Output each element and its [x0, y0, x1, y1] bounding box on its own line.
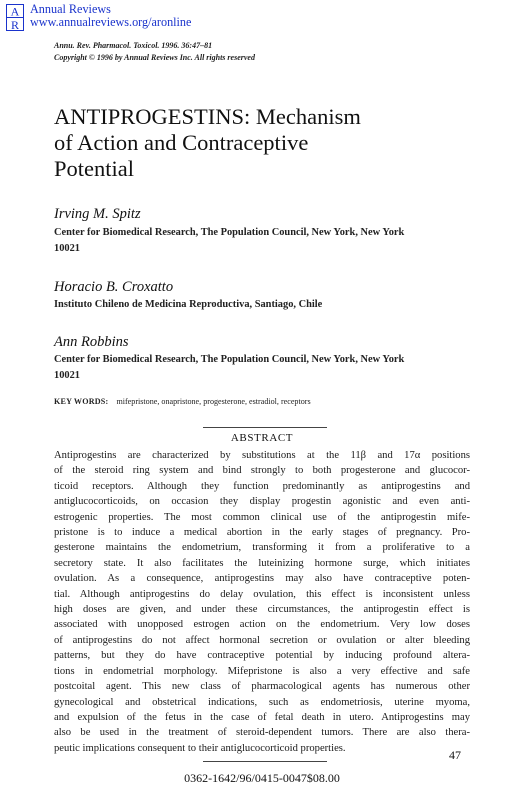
abstract-line: tions in endometrial morphology. Mifepristone is also a very effective and safe	[54, 665, 470, 677]
annual-reviews-logo-icon	[6, 4, 24, 31]
abstract-line: ticoid receptors. Although they function predominantly as antiprogestins and	[54, 480, 470, 492]
abstract-line: peutic implications consequent to their antiglucocorticoid properties.	[54, 742, 346, 754]
abstract-line: also be used in the treatment of steroid-dependent tumors. There are also thera-	[54, 727, 470, 739]
author-name: Horacio B. Croxatto	[54, 279, 174, 295]
publisher-name-link[interactable]: Annual Reviews	[30, 2, 111, 16]
abstract-line: and expulsion of the fetus in the case of fetal death in utero. Antiprogestins may	[54, 711, 470, 723]
article-title	[54, 104, 474, 182]
keywords-line	[54, 397, 311, 406]
title-line-3: Potential	[54, 156, 134, 181]
abstract-line: Antiprogestins are characterized by substitutions at the 11β and 17α positions	[54, 450, 470, 461]
affiliation-line: Instituto Chileno de Medicina Reproductiva, Santiago, Chile	[54, 299, 323, 310]
abstract-body	[54, 448, 470, 756]
author-affiliation	[54, 352, 494, 384]
affiliation-line: Center for Biomedical Research, The Population Council, New York, New York	[54, 227, 405, 238]
keywords-text: mifepristone, onapristone, progesterone, estradiol, receptors	[116, 397, 311, 406]
author-name: Irving M. Spitz	[54, 206, 141, 222]
publisher-url-link[interactable]: www.annualreviews.org/aronline	[30, 15, 192, 29]
page-number: 47	[449, 748, 461, 762]
abstract-bottom-rule	[203, 761, 327, 762]
affiliation-line: 10021	[54, 243, 80, 254]
copyright-notice: Copyright © 1996 by Annual Reviews Inc. All rights reserved	[54, 53, 255, 62]
abstract-line: gesterone maintains the endometrium, transforming it from a proliferative to a	[54, 542, 470, 554]
footer-code: 0362-1642/96/0415-0047$08.00	[184, 771, 340, 785]
abstract-line: patterns, but they do have contraceptive potential by inducing profound altera-	[54, 650, 470, 662]
abstract-line: ovulation. As a consequence, antiprogestins may also have contraceptive poten-	[54, 573, 470, 585]
abstract-line: of antiprogestins do not affect hormonal secretion or ovulation or alter bleeding	[54, 634, 470, 646]
abstract-line: secretory state. It also facilitates the luteinizing hormone surge, which initiates	[54, 557, 470, 569]
affiliation-line: Center for Biomedical Research, The Population Council, New York, New York	[54, 354, 405, 365]
abstract-line: gynecological and obstetrical indications, such as endometriosis, uterine myoma,	[54, 696, 470, 708]
affiliation-line: 10021	[54, 370, 80, 381]
author-affiliation	[54, 297, 494, 313]
author-affiliation	[54, 225, 494, 257]
abstract-line: pristone is to induce a medical abortion in the early stages of pregnancy. Pro-	[54, 527, 470, 539]
abstract-top-rule	[203, 427, 327, 428]
journal-citation: Annu. Rev. Pharmacol. Toxicol. 1996. 36:47–81	[54, 41, 213, 50]
svg-text:R: R	[10, 18, 20, 31]
title-line-2: of Action and Contraceptive	[54, 130, 309, 155]
abstract-line: associated with unopposed estrogen action on the endometrium. Very low doses	[54, 619, 470, 631]
svg-text:A: A	[10, 4, 20, 19]
abstract-line: estrogenic properties. The most common clinical use of the antiprogestin mife-	[54, 511, 470, 523]
abstract-line: postcoital agent. This new class of pharmacological agents has numerous other	[54, 681, 470, 693]
abstract-line: tial. Although antiprogestins do delay ovulation, this effect is inconsistent unless	[54, 588, 470, 600]
abstract-line: antiglucocorticoids, on occasion they display progestin agonistic and even anti-	[54, 496, 470, 508]
keywords-label: KEY WORDS:	[54, 397, 109, 406]
abstract-heading: ABSTRACT	[230, 432, 294, 444]
author-name: Ann Robbins	[54, 334, 129, 350]
abstract-line: high doses are given, and under these circumstances, the antiprogestin effect is	[54, 604, 470, 616]
abstract-line: of the steroid ring system and bind strongly to both progesterone and glucocor-	[54, 465, 470, 477]
title-line-1: ANTIPROGESTINS: Mechanism	[54, 104, 361, 129]
